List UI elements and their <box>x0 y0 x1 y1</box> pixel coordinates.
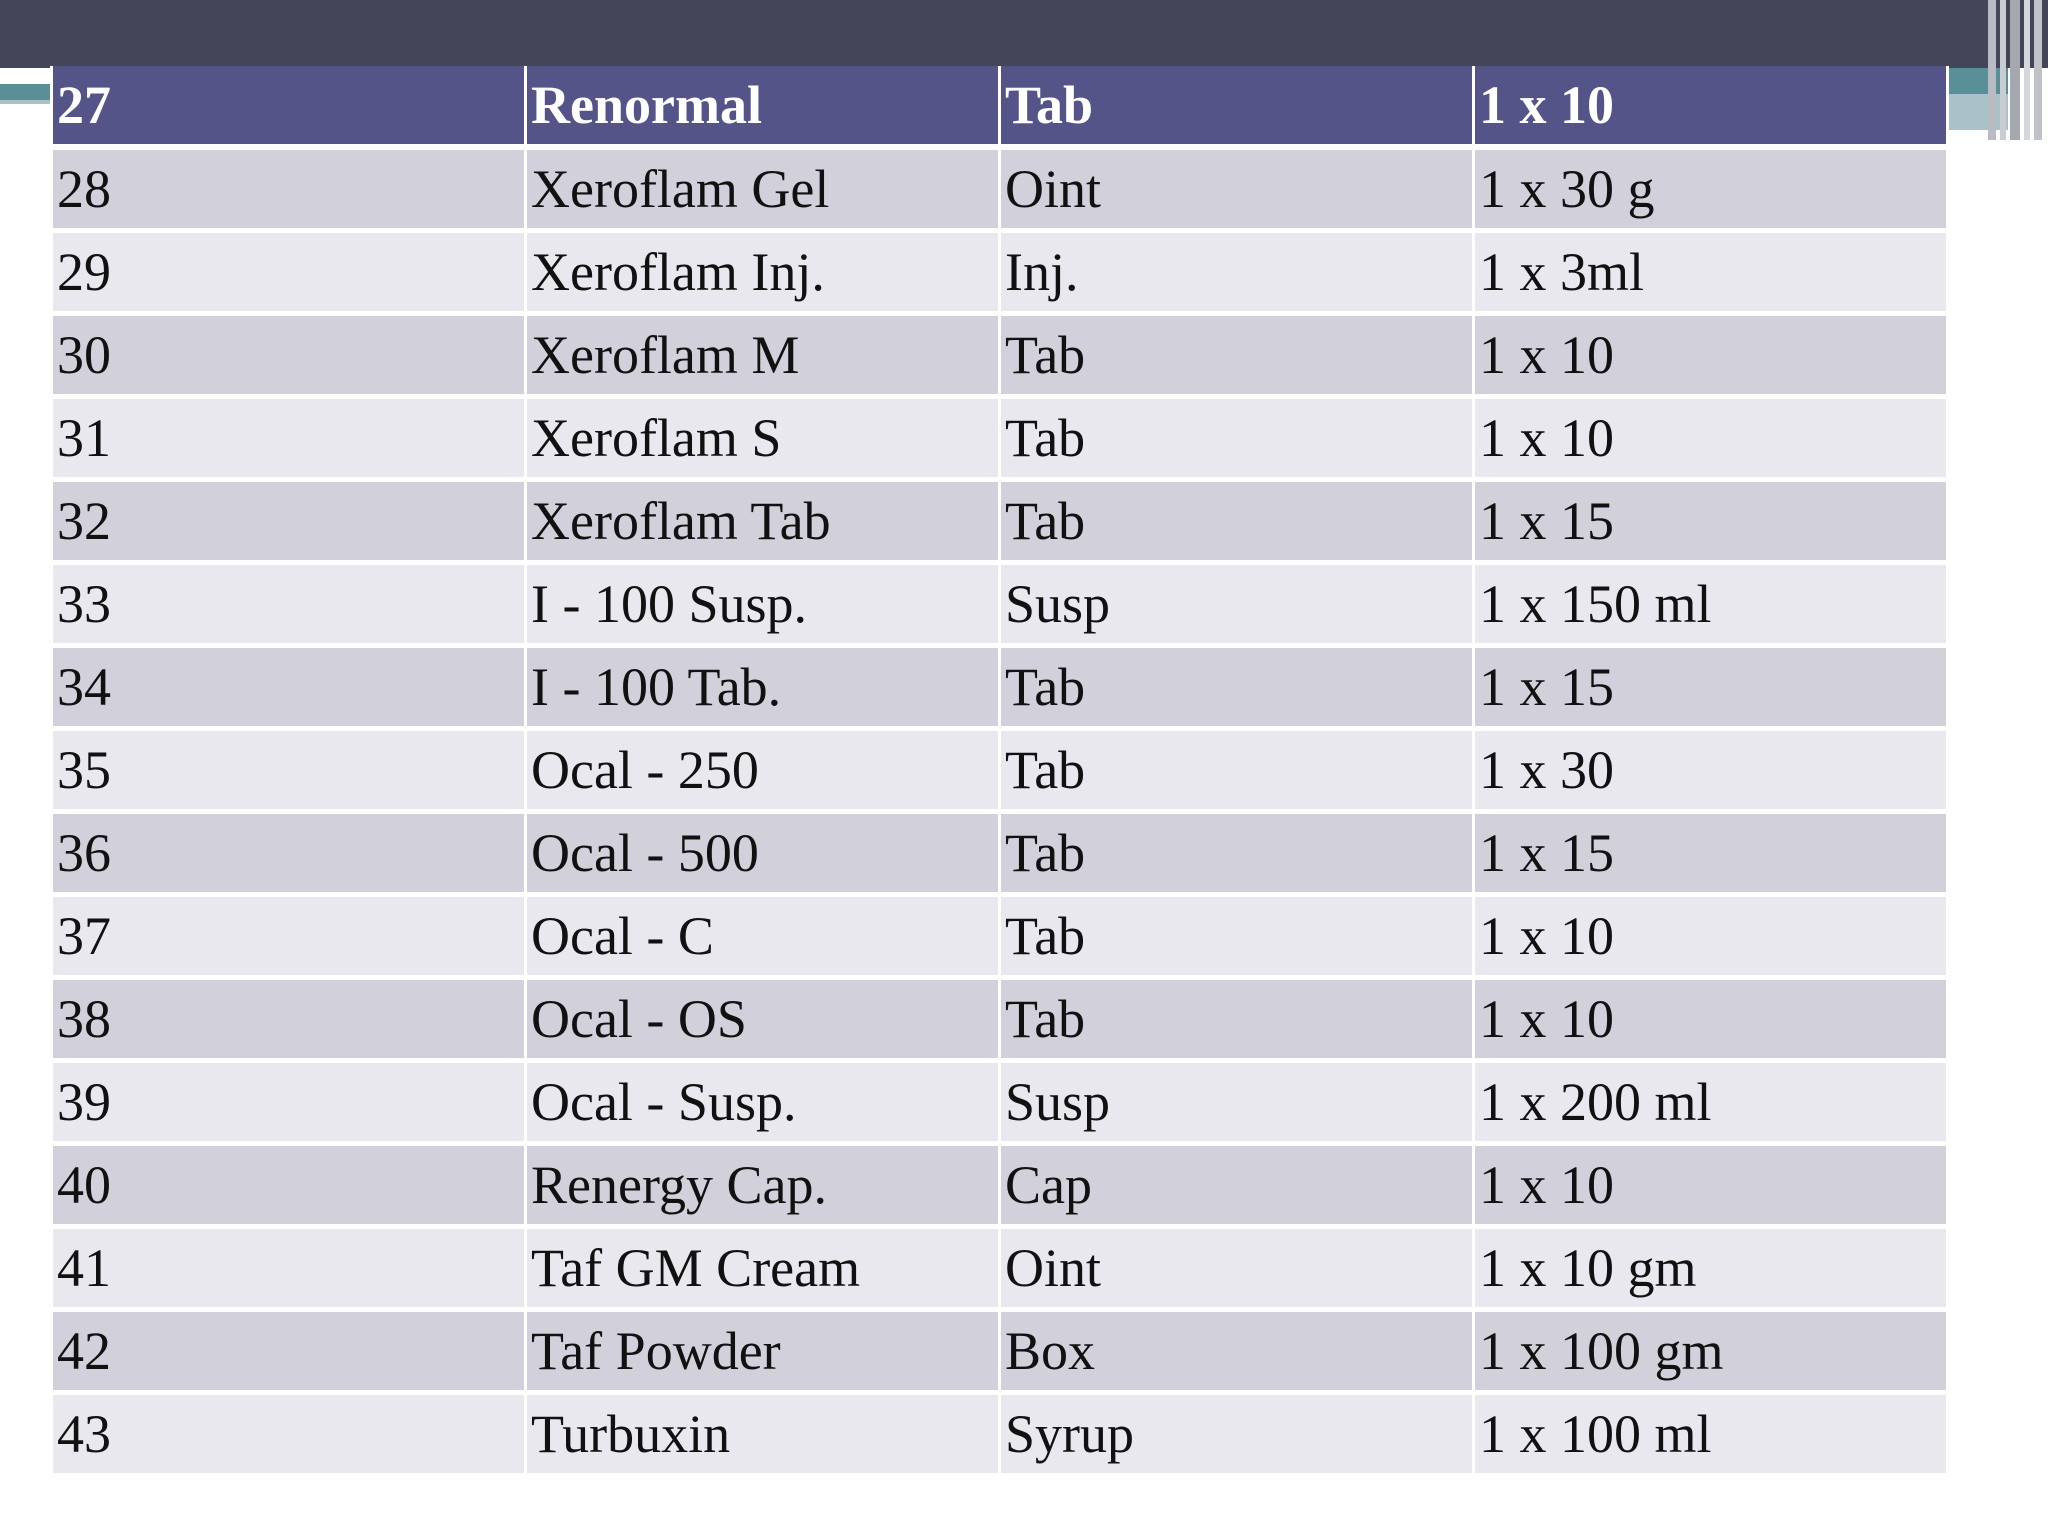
cell-pack: 1 x 200 ml <box>1474 1061 1948 1144</box>
header-cell-number: 27 <box>52 66 526 147</box>
cell-product: Xeroflam M <box>526 314 1000 397</box>
cell-number: 43 <box>52 1393 526 1476</box>
cell-product: Xeroflam S <box>526 397 1000 480</box>
cell-product: Ocal - 250 <box>526 729 1000 812</box>
cell-form: Oint <box>1000 1227 1474 1310</box>
cell-product: Taf GM Cream <box>526 1227 1000 1310</box>
cell-form: Susp <box>1000 1061 1474 1144</box>
cell-product: Ocal - Susp. <box>526 1061 1000 1144</box>
product-table <box>50 66 1949 1478</box>
cell-product: I - 100 Tab. <box>526 646 1000 729</box>
cell-number: 33 <box>52 563 526 646</box>
cell-number: 31 <box>52 397 526 480</box>
cell-pack: 1 x 100 gm <box>1474 1310 1948 1393</box>
header-cell-form: Tab <box>1000 66 1474 147</box>
cell-product: Taf Powder <box>526 1310 1000 1393</box>
cell-number: 41 <box>52 1227 526 1310</box>
cell-form: Tab <box>1000 314 1474 397</box>
table-row <box>52 895 1948 978</box>
table-row <box>52 812 1948 895</box>
cell-pack: 1 x 10 <box>1474 895 1948 978</box>
slide-accent-right <box>1948 0 2048 140</box>
cell-pack: 1 x 15 <box>1474 480 1948 563</box>
table-row <box>52 646 1948 729</box>
cell-product: Xeroflam Gel <box>526 147 1000 231</box>
cell-product: I - 100 Susp. <box>526 563 1000 646</box>
slide-top-band <box>0 0 2048 68</box>
cell-form: Tab <box>1000 978 1474 1061</box>
cell-number: 36 <box>52 812 526 895</box>
cell-number: 37 <box>52 895 526 978</box>
slide-accent-left <box>0 84 52 100</box>
cell-number: 38 <box>52 978 526 1061</box>
cell-form: Tab <box>1000 646 1474 729</box>
cell-pack: 1 x 10 <box>1474 314 1948 397</box>
accent-stripe <box>2024 0 2030 140</box>
table-row <box>52 231 1948 314</box>
table-row <box>52 397 1948 480</box>
cell-number: 39 <box>52 1061 526 1144</box>
cell-form: Inj. <box>1000 231 1474 314</box>
cell-form: Tab <box>1000 895 1474 978</box>
cell-pack: 1 x 15 <box>1474 812 1948 895</box>
cell-number: 32 <box>52 480 526 563</box>
product-table-body <box>52 66 1948 1476</box>
cell-number: 42 <box>52 1310 526 1393</box>
header-cell-pack: 1 x 10 <box>1474 66 1948 147</box>
cell-number: 34 <box>52 646 526 729</box>
table-row <box>52 147 1948 231</box>
header-cell-product: Renormal <box>526 66 1000 147</box>
accent-stripe <box>2000 0 2006 140</box>
cell-number: 28 <box>52 147 526 231</box>
table-row <box>52 1061 1948 1144</box>
cell-form: Tab <box>1000 480 1474 563</box>
accent-stripe <box>1988 0 1996 140</box>
cell-product: Turbuxin <box>526 1393 1000 1476</box>
cell-product: Ocal - OS <box>526 978 1000 1061</box>
accent-teal-light-block <box>1948 94 2008 130</box>
cell-number: 35 <box>52 729 526 812</box>
cell-number: 40 <box>52 1144 526 1227</box>
cell-form: Box <box>1000 1310 1474 1393</box>
cell-pack: 1 x 10 <box>1474 978 1948 1061</box>
table-header-row <box>52 66 1948 147</box>
cell-form: Susp <box>1000 563 1474 646</box>
cell-pack: 1 x 10 gm <box>1474 1227 1948 1310</box>
cell-pack: 1 x 15 <box>1474 646 1948 729</box>
cell-number: 30 <box>52 314 526 397</box>
cell-form: Cap <box>1000 1144 1474 1227</box>
cell-form: Syrup <box>1000 1393 1474 1476</box>
cell-form: Tab <box>1000 729 1474 812</box>
cell-form: Oint <box>1000 147 1474 231</box>
table-row <box>52 978 1948 1061</box>
cell-form: Tab <box>1000 812 1474 895</box>
table-row <box>52 1393 1948 1476</box>
cell-product: Ocal - C <box>526 895 1000 978</box>
table-row <box>52 1310 1948 1393</box>
table-row <box>52 563 1948 646</box>
cell-pack: 1 x 30 g <box>1474 147 1948 231</box>
accent-stripe <box>2010 0 2020 140</box>
cell-pack: 1 x 100 ml <box>1474 1393 1948 1476</box>
cell-number: 29 <box>52 231 526 314</box>
table-row <box>52 314 1948 397</box>
cell-pack: 1 x 10 <box>1474 397 1948 480</box>
table-row <box>52 1227 1948 1310</box>
cell-pack: 1 x 3ml <box>1474 231 1948 314</box>
cell-product: Renergy Cap. <box>526 1144 1000 1227</box>
table-row <box>52 480 1948 563</box>
table-row <box>52 1144 1948 1227</box>
slide-accent-left-thin <box>0 100 52 104</box>
cell-form: Tab <box>1000 397 1474 480</box>
cell-product: Xeroflam Inj. <box>526 231 1000 314</box>
accent-stripe <box>2034 0 2042 140</box>
cell-product: Ocal - 500 <box>526 812 1000 895</box>
cell-pack: 1 x 10 <box>1474 1144 1948 1227</box>
cell-product: Xeroflam Tab <box>526 480 1000 563</box>
cell-pack: 1 x 150 ml <box>1474 563 1948 646</box>
accent-teal-block <box>1948 68 2008 94</box>
table-row <box>52 729 1948 812</box>
cell-pack: 1 x 30 <box>1474 729 1948 812</box>
